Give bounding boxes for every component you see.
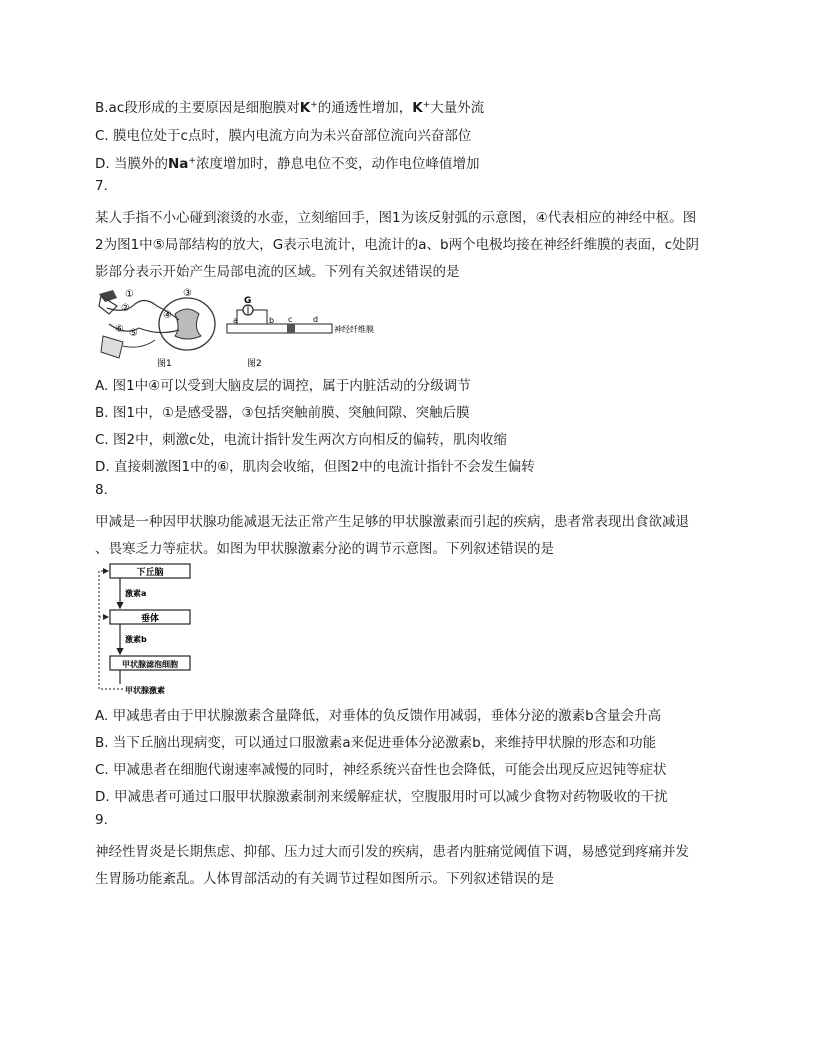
q8-option-d: D. 甲减患者可通过口服甲状腺激素制剂来缓解症状，空腹服用时可以减少食物对药物吸收的干扰 <box>95 789 668 805</box>
q7-option-c: C. 图2中，刺激c处，电流计指针发生两次方向相反的偏转，肌肉收缩 <box>95 432 508 448</box>
membrane-label: 神经纤维膜 <box>334 325 374 334</box>
stimulus-region-c <box>287 324 295 333</box>
point-c-label: c <box>288 315 293 324</box>
q8-option-b: B. 当下丘脑出现病变，可以通过口服激素a来促进垂体分泌激素b，来维持甲状腺的形态和功能 <box>95 735 657 751</box>
reflex-arc-figure <box>95 284 225 369</box>
q6-option-d: D. 当膜外的Na+浓度增加时，静息电位不变，动作电位峰值增加 <box>95 156 480 172</box>
q7-stem-line1: 某人手指不小心碰到滚烫的水壶，立刻缩回手，图1为该反射弧的示意图，④代表相应的神经中枢。图 <box>95 210 697 226</box>
q7-option-b: B. 图1中，①是感受器，③包括突触前膜、突触间隙、突触后膜 <box>95 405 470 421</box>
electrode-a-label: a <box>233 316 238 325</box>
q7-stem-line3: 影部分表示开始产生局部电流的区域。下列有关叙述错误的是 <box>95 264 460 280</box>
hormone-b-label: 激素b <box>125 635 147 644</box>
q6-option-c: C. 膜电位处于c点时，膜内电流方向为未兴奋部位流向兴奋部位 <box>95 128 472 144</box>
pituitary-label: 垂体 <box>140 614 160 624</box>
q7-option-a: A. 图1中④可以受到大脑皮层的调控，属于内脏活动的分级调节 <box>95 378 471 394</box>
hypothalamus-label: 下丘脑 <box>136 568 164 578</box>
thyroid-regulation-diagram <box>95 562 205 698</box>
q9-stem-line1: 神经性胃炎是长期焦虑、抑郁、压力过大而引发的疾病，患者内脏痛觉阈值下调，易感觉到疼痛并发 <box>95 844 689 860</box>
q7-option-d: D. 直接刺激图1中的⑥，肌肉会收缩，但图2中的电流计指针不会发生偏转 <box>95 459 535 475</box>
q6-option-b: B.ac段形成的主要原因是细胞膜对K+的通透性增加，K+大量外流 <box>95 100 485 116</box>
fig2-caption: 图2 <box>247 359 262 369</box>
q8-option-a: A. 甲减患者由于甲状腺激素含量降低，对垂体的负反馈作用减弱，垂体分泌的激素b含量会升高 <box>95 708 662 724</box>
q7-stem-line2: 2为图1中⑤局部结构的放大，G表示电流计，电流计的a、b两个电极均接在神经纤维膜的表面，c处阴 <box>95 237 700 253</box>
fig1-label-1: ① <box>125 289 134 300</box>
thyroid-follicle-label: 甲状腺滤泡细胞 <box>122 660 178 669</box>
q9-stem-line2: 生胃肠功能紊乱。人体胃部活动的有关调节过程如图所示。下列叙述错误的是 <box>95 871 554 887</box>
q8-stem-line2: 、畏寒乏力等症状。如图为甲状腺激素分泌的调节示意图。下列叙述错误的是 <box>95 541 554 557</box>
fig1-label-4: ④ <box>163 310 172 321</box>
q8-number: 8. <box>95 482 108 498</box>
point-d-label: d <box>313 315 319 324</box>
fig1-caption: 图1 <box>157 359 172 369</box>
fig1-label-2: ② <box>121 303 130 314</box>
q9-number: 9. <box>95 812 108 828</box>
fig1-label-5: ⑤ <box>129 328 138 339</box>
hormone-a-label: 激素a <box>125 589 147 598</box>
electrode-b-label: b <box>269 316 275 325</box>
fig1-label-3: ③ <box>183 288 192 299</box>
nerve-fiber-figure <box>225 296 395 370</box>
fig1-label-6: ⑥ <box>115 324 124 335</box>
q7-number: 7. <box>95 178 108 194</box>
q8-option-c: C. 甲减患者在细胞代谢速率减慢的同时，神经系统兴奋性也会降低，可能会出现反应迟钝等症状 <box>95 762 667 778</box>
q8-stem-line1: 甲减是一种因甲状腺功能减退无法正常产生足够的甲状腺激素而引起的疾病，患者常表现出食欲减退 <box>95 514 689 530</box>
galvanometer-label: G <box>244 296 252 306</box>
thyroid-hormone-label: 甲状腺激素 <box>125 686 165 695</box>
